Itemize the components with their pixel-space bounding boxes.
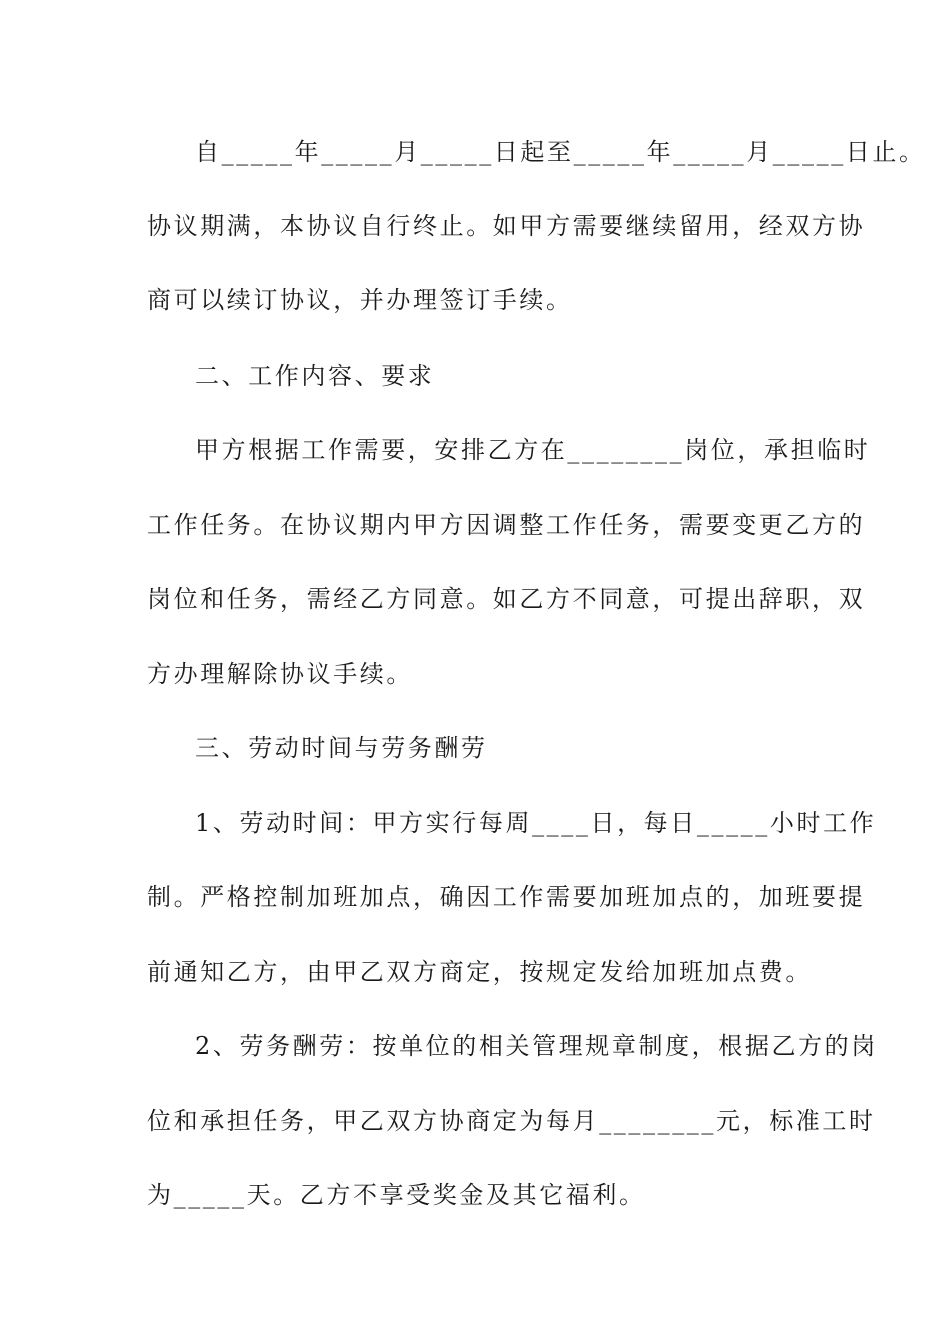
- text-line: 为_____天。乙方不享受奖金及其它福利。: [147, 1181, 646, 1209]
- section-heading: 三、劳动时间与劳务酬劳: [195, 734, 488, 762]
- section-heading: 二、工作内容、要求: [195, 362, 435, 390]
- text-line: 商可以续订协议，并办理签订手续。: [147, 286, 573, 314]
- text-line: 位和承担任务，甲乙双方协商定为每月________元，标准工时: [147, 1107, 876, 1135]
- text-line: 自_____年_____月_____日起至_____年_____月_____日止。: [195, 138, 926, 166]
- text-line: 1、劳动时间：甲方实行每周____日，每日_____小时工作: [195, 809, 877, 837]
- text-line: 制。严格控制加班加点，确因工作需要加班加点的，加班要提: [147, 883, 866, 911]
- text-line: 岗位和任务，需经乙方同意。如乙方不同意，可提出辞职，双: [147, 585, 866, 613]
- text-line: 工作任务。在协议期内甲方因调整工作任务，需要变更乙方的: [147, 511, 866, 539]
- text-line: 方办理解除协议手续。: [147, 660, 413, 688]
- text-line: 2、劳务酬劳：按单位的相关管理规章制度，根据乙方的岗: [195, 1032, 878, 1060]
- text-line: 甲方根据工作需要，安排乙方在________岗位，承担临时: [195, 436, 871, 464]
- text-line: 协议期满，本协议自行终止。如甲方需要继续留用，经双方协: [147, 212, 866, 240]
- text-line: 前通知乙方，由甲乙双方商定，按规定发给加班加点费。: [147, 958, 812, 986]
